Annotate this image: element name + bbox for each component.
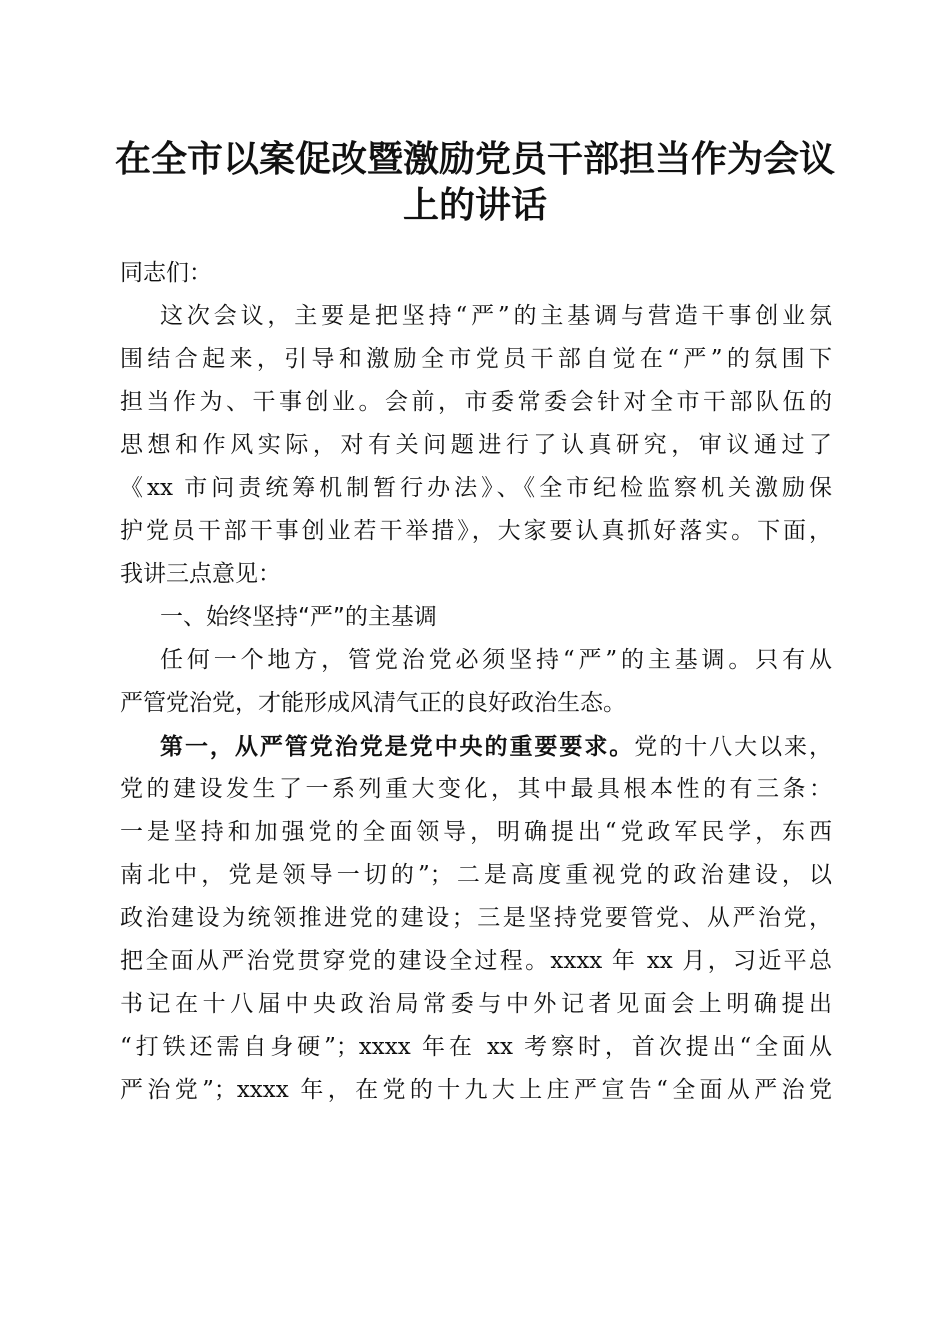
paragraph-3-line: 南北中，党是领导一切的”；二是高度重视党的政治建设，以 [120,862,832,888]
paragraph-1-line: 我讲三点意见： [120,561,281,587]
paragraph-1-line: 这次会议，主要是把坚持“严”的主基调与营造干事创业氛 [160,303,832,329]
paragraph-3-line: 书记在十八届中央政治局常委与中外记者见面会上明确提出 [120,991,832,1017]
paragraph-3-line: “打铁还需自身硬”；xxxx 年在 xx 考察时，首次提出“全面从 [120,1034,832,1060]
paragraph-3-lead: 第一，从严管党治党是党中央的重要要求。 [160,733,635,760]
salutation: 同志们： [120,260,212,286]
paragraph-3-lead-rest: 党的十八大以来， [634,734,833,760]
paragraph-3-line: 严治党”；xxxx 年，在党的十九大上庄严宣告“全面从严治党 [120,1077,832,1103]
paragraph-2-line: 任何一个地方，管党治党必须坚持“严”的主基调。只有从 [160,647,832,673]
paragraph-1-line: 《xx 市问责统筹机制暂行办法》、《全市纪检监察机关激励保 [120,475,832,501]
document-title [100,136,850,228]
paragraph-1-line: 担当作为、干事创业。会前，市委常委会针对全市干部队伍的 [120,389,832,415]
paragraph-2-line: 严管党治党，才能形成风清气正的良好政治生态。 [120,690,626,716]
paragraph-1-line: 思想和作风实际，对有关问题进行了认真研究，审议通过了 [120,432,832,458]
document-body [120,252,832,1112]
paragraph-3-line: 一是坚持和加强党的全面领导，明确提出“党政军民学，东西 [120,819,832,845]
paragraph-3-lead-line [120,725,832,768]
paragraph-3-line: 党的建设发生了一系列重大变化，其中最具根本性的有三条： [120,776,832,802]
paragraph-3-line: 政治建设为统领推进党的建设；三是坚持党要管党、从严治党， [120,905,832,931]
title-line-1: 在全市以案促改暨激励党员干部担当作为会议 [114,138,835,180]
title-line-2: 上的讲话 [402,184,547,226]
paragraph-1-line: 护党员干部干事创业若干举措》，大家要认真抓好落实。下面， [120,518,832,544]
paragraph-1-line: 围结合起来，引导和激励全市党员干部自觉在“严”的氛围下 [120,346,832,372]
paragraph-3-line: 把全面从严治党贯穿党的建设全过程。xxxx 年 xx 月，习近平总 [120,948,832,974]
section-heading-1: 一、始终坚持“严”的主基调 [160,604,437,630]
